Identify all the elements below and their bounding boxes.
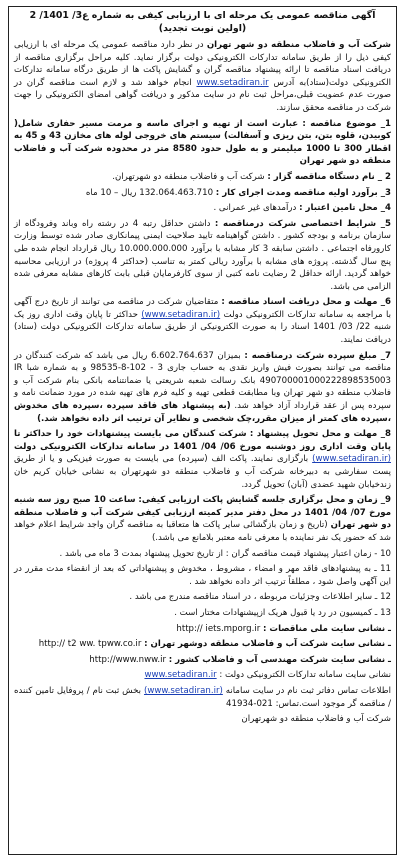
site-2-label: ـ نشانی سایت شرکت آب و فاضلاب منطقه دوشهر تهران :: [144, 639, 391, 650]
section-6: [14, 296, 391, 346]
section-7-bold: (به پیشنهاد های فاقد سپرده ،سپرده های مخدوش ،سپرده های کمتر از میزان مقرر،چک شخصی و نظایر آن ترتیب اثر داده نخواهد شد.): [14, 401, 391, 424]
section-7-label: 7_ مبلغ سپرده شرکت درمناقصه :: [244, 350, 391, 361]
intro-text-2: انجام خواهد شد و لازم است مناقصه گران در صورت عدم عضویت قبلی،مراحل ثبت نام در سایت مذکور و دریافت گواهی امضای الکترونیکی را جهت شرکت در مناقصه محقق سازند.: [14, 77, 391, 113]
section-2: [14, 171, 391, 184]
section-4: [14, 202, 391, 215]
section-9-text: (تاریخ و زمان بازگشائی سایر پاکت ها متعاقبا به مناقصه گران واجد شرایط اعلام خواهد شد که حضور یک نفر نماینده با معرفی نامه معتبر بلامانع می باشد.): [14, 520, 391, 543]
section-9-bold: ساعت 10 صبح روز سه شنبه مورخ 07/ 04/ 1401 در محل دفتر مدیر کمیته ارزیابی کیفی شرکت آب و فاضلاب منطقه دو شهر تهران: [14, 495, 392, 531]
tender-notice: [8, 6, 397, 855]
section-5-text: داشتن حداقل رتبه 4 در رشته راه وباند وفرودگاه از سازمان برنامه و بودجه کشور . داشتن گواهینامه تایید صلاحیت ایمنی پیمانکاری صادر شده توسط وزارت کارورفاه اجتماعی . داشتن سابقه 3 کار مشابه با برآورد 10.000.000.000 ریال قرارداد انجام شده طی پنج سال گذشته. پروژه های مشابه با برآورد ریالی کمتر به تناسب (حداکثر 4 پروژه) در ارزیابی محاسبه خواهد گردید. ارائه حداقل 2 رضایت نامه کتبی از سوی کارفرمایان قبلی بابت کارهای مشابه معرفی شده الزامی می باشد.: [14, 218, 391, 292]
section-4-label: 4_ محل تامین اعتبار :: [299, 203, 391, 214]
contact-link[interactable]: (www.setadiran.ir): [143, 685, 223, 696]
site-4: [14, 669, 391, 682]
section-6-text-2: حداکثر تا پایان وقت اداری روز یک شنبه 22/ 03/ 1401 اسناد را به صورت الکترونیکی از طریق سامانه تدارکات الکترونیکی دولت (ستاد) دریافت نمایند.: [14, 309, 391, 346]
section-6-link[interactable]: (www.setadiran.ir): [141, 309, 221, 320]
section-3-text: 132.064.463.710 ریال – 10 ماه: [85, 187, 214, 198]
section-8-link[interactable]: (www.setadiran.ir): [312, 454, 391, 465]
section-8-bold: شرکت کنندگان می بایست پیشنهادات خود را حداکثر تا پایان وقت اداری روز دوشنبه مورخ 06/ 04/ 1401 در سامانه تدارکات الکترونیکی دولت: [14, 429, 392, 452]
section-1-label: 1_ موضوع مناقصه :: [302, 118, 392, 129]
site-4-label: نشانی سایت سامانه تدارکات الکترونیکی دولت :: [219, 670, 391, 681]
site-3: [14, 654, 391, 667]
section-9-label: 9_ زمان و محل برگزاری جلسه گشایش پاکت ارزیابی کیفی:: [138, 495, 392, 506]
site-2-url[interactable]: http:// t2 ww. tpww.co.ir: [38, 639, 142, 650]
section-11: 11 ـ به پیشنهادهای فاقد مهر و امضاء ، مشروط ، مخدوش و پیشنهاداتی که بعد از انقضاء مدت مقرر در این آگهی واصل شود ، مطلقاً ترتیب اثر داده نخواهد شد .: [14, 564, 391, 587]
section-8: [14, 428, 391, 491]
section-2-label: 2 _ نام دستگاه مناقصه گزار :: [267, 171, 391, 182]
notice-title: آگهی مناقصه عمومی یک مرحله ای با ارزیابی کیفی به شماره ع3/ 1401/ 2 (اولین نوبت تجدید): [29, 10, 376, 34]
section-8-text: بارگزاری نمایند. پاکت الف (سپرده) می بایست به صورت فیزیکی و یا از طریق پست سفارشی به دبیرخانه شرکت آب و فاضلاب منطقه دو شهرتهران به نشانی خیابان کریم خان زندخیابان شهید عضدی (آبان) تحویل گردد.: [14, 454, 391, 490]
section-5: [14, 218, 391, 294]
section-2-text: شرکت آب و فاضلاب منطقه دو شهرتهران.: [112, 171, 265, 182]
section-7-text: بمیزان 6.602.764.637 ریال می باشد که شرکت کنندگان در مناقصه می توانند بصورت فیش واریز نقدی به حساب جاری 3 - 102-8-98535 و به شماره شبا IR 490700001000222898535003 بانک رسالت شعبه شریعتی یا ضمانتنامه بانکی بنام شرکت آب و فاضلاب منطقه دو شهر تهران وبا مطابقت قطعی تهیه و کلیه فرم های تهیه شده در مورد ضمانت نامه و سپرده پس از عقد قرارداد آزاد خواهد شد.: [14, 350, 392, 412]
section-3: [14, 187, 391, 200]
section-6-text: متقاضیان شرکت در مناقصه می توانند از تاریخ درج آگهی با مراجعه به سامانه تدارکات الکترونیکی دولت: [14, 297, 391, 320]
section-1: [14, 118, 391, 168]
contact-text: اطلاعات تماس دفاتر ثبت نام در سایت سامانه: [225, 685, 392, 696]
intro-text: در نظر دارد مناقصه عمومی یک مرحله ای با ارزیابی کیفی ذیل را از طریق سامانه تدارکات الکترونیکی دولت برگزار نماید. کلیه مراحل برگزاری مناقصه از دریافت اسناد مناقصه تا ارائه پیشنهاد مناقصه گران و گشایش پاکت ها از طریق درگاه سامانه تدارکات الکترونیکی دولت(ستاد)به آدرس: [14, 40, 392, 88]
section-9: [14, 494, 391, 544]
section-12: 12 ـ سایر اطلاعات وجزئیات مربوطه ، در اسناد مناقصه مندرج می باشد .: [129, 592, 391, 603]
section-6-label: 6_ مهلت و محل دریافت اسناد مناقصه :: [221, 297, 391, 308]
site-1: [14, 623, 391, 636]
intro-paragraph: [14, 39, 391, 115]
site-2: [14, 638, 391, 651]
site-3-url[interactable]: http://www.nww.ir: [89, 654, 167, 665]
section-10: 10 - زمان اعتبار پیشنهاد قیمت مناقصه گران : از تاریخ تحویل پیشنهاد بمدت 3 ماه می باشد .: [59, 548, 391, 559]
section-8-label: 8_ مهلت و محل تحویل پیشنهاد :: [249, 429, 391, 440]
signature: شرکت آب و فاضلاب منطقه دو شهرتهران: [241, 714, 391, 725]
section-5-label: 5_ شرایط اختصاصی شرکت درمناقصه :: [214, 218, 391, 229]
contact-text-2: بخش ثبت نام / پروفایل تامین کننده / مناقصه گر موجود است.تماس: 021-41934: [14, 685, 391, 709]
site-1-url[interactable]: http:// iets.mporg.ir: [176, 623, 261, 634]
intro-org: شرکت آب و فاضلاب منطقه دو شهر تهران: [206, 40, 391, 50]
intro-link[interactable]: www.setadiran.ir: [196, 77, 269, 88]
section-13: 13 ـ کمیسیون در رد یا قبول هریک ازپیشنهادات مختار است .: [174, 607, 391, 618]
site-3-label: ـ نشانی سایت شرکت مهندسی آب و فاضلاب کشور :: [168, 654, 391, 665]
site-1-label: ـ نشانی سایت ملی مناقصات :: [263, 623, 391, 634]
section-4-text: درآمدهای غیر عمرانی .: [213, 203, 297, 214]
section-7: [14, 350, 391, 426]
site-4-url[interactable]: www.setadiran.ir: [144, 670, 217, 681]
contact-info: [14, 685, 391, 710]
section-3-label: 3_ برآورد اولیه مناقصه ومدت اجرای کار :: [215, 187, 391, 198]
section-1-text: عبارت است از تهیه و اجرای ماسه و مرمت مسیر حفاری شامل( کوبیدن، قلوه بتن، بتن ریزی و آسفالت) سیستم های خروجی لوله های مخازن 43 و 45 به اقطار 300 تا 1000 میلیمتر و به طول حدود 8580 متر در محدوده شرکت آب و فاضلاب منطقه دو شهر تهران: [14, 118, 391, 167]
